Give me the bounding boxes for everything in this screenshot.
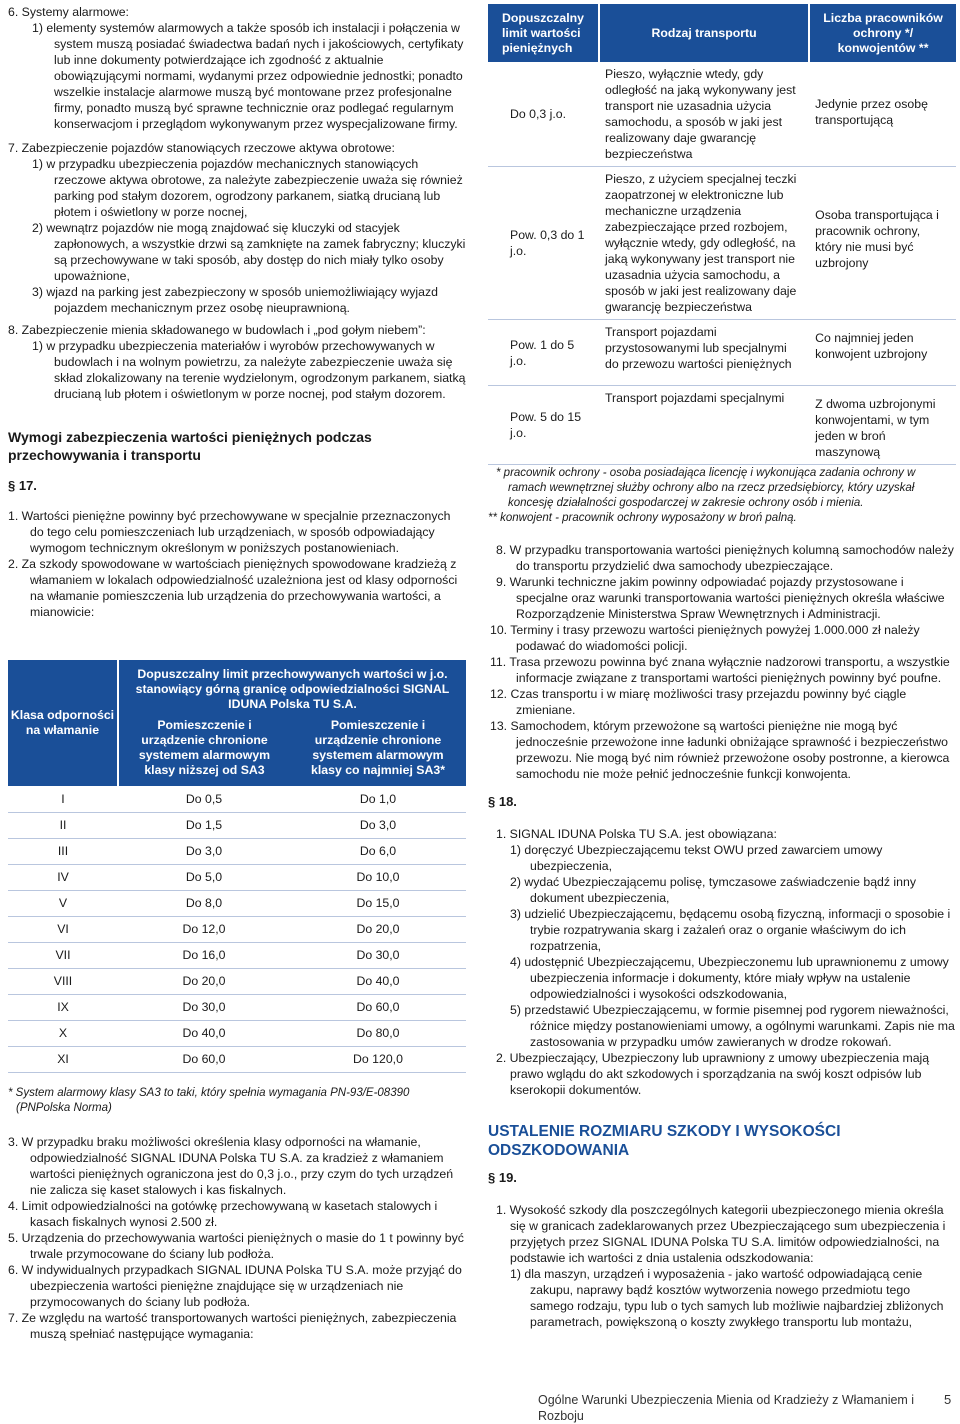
table-row <box>8 890 466 916</box>
cell-class: VI <box>8 916 118 942</box>
p17-12: 12. Czas transportu i w miarę możliwości trasy przejazdu powinny być ciągle zmieniane. <box>490 687 907 717</box>
cell-below-sa3: Do 3,0 <box>118 838 290 864</box>
paragraph-17: § 17. <box>8 478 37 493</box>
header-class: Klasa odporności na włamanie <box>8 660 118 786</box>
p18-1-2: 2) wydać Ubezpieczającemu polisę, tymczasowe zaświadczenie bądź inny dokument ubezpieczenia, <box>510 875 916 905</box>
p18-2: 2. Ubezpieczający, Ubezpieczony lub uprawniony z umowy ubezpieczenia mają prawo wglądu do akt szkodowych i sporządzania na swój koszt odpisów lub kserokopii dokumentów. <box>496 1051 930 1097</box>
p18-1: 1. SIGNAL IDUNA Polska TU S.A. jest obowiązana: <box>496 827 777 841</box>
cell-sa3: Do 20,0 <box>290 916 466 942</box>
paragraph-19: § 19. <box>488 1170 517 1185</box>
transport-table <box>488 4 956 465</box>
p18-1-4: 4) udostępnić Ubezpieczającemu, Ubezpieczonemu lub uprawnionemu z umowy ubezpieczenia informacje i dokumenty, które miały wpływ na ustalenie odpowiedzialności i wysokości odszkodowania, <box>510 955 949 1001</box>
cell-sa3: Do 40,0 <box>290 968 466 994</box>
cell-limit: Pow. 0,3 do 1 j.o. <box>488 167 599 320</box>
cell-sa3: Do 60,0 <box>290 994 466 1020</box>
cell-below-sa3: Do 8,0 <box>118 890 290 916</box>
cell-below-sa3: Do 12,0 <box>118 916 290 942</box>
cell-limit: Do 0,3 j.o. <box>488 62 599 167</box>
header-col-sa3: Pomieszczenie i urządzenie chronione systemem alarmowym klasy co najmniej SA3* <box>290 714 466 786</box>
footer-title: Ogólne Warunki Ubezpieczenia Mienia od Kradzieży z Włamaniem i Rozboju <box>538 1393 915 1423</box>
table-row <box>8 916 466 942</box>
cell-class: X <box>8 1020 118 1046</box>
p17-5: 5. Urządzenia do przechowywania wartości pieniężnych o masie do 1 t powinny być trwale przymocowane do ściany lub podłoża. <box>8 1231 464 1261</box>
cell-transport-type: Pieszo, wyłącznie wtedy, gdy odległość na jaką wykonywany jest transport nie uzasadnia użycia samochodu, a sposób w jaki jest realizowany daje gwarancję bezpieczeństwa <box>599 62 809 167</box>
paragraph-18: § 18. <box>488 794 517 809</box>
p17-7: 7. Ze względu na wartość transportowanych wartości pieniężnych, zabezpieczenia muszą spełniać następujące wymagania: <box>8 1311 457 1341</box>
cell-transport-type: Pieszo, z użyciem specjalnej teczki zaopatrzonej w elektroniczne lub mechaniczne urządzenia zabezpieczające przed rozbojem, wyłącznie wtedy, gdy odległość, na jaką wykonywany jest transport nie uzasadnia użycia samochodu, a sposób w jaki jest realizowany daje gwarancję bezpieczeństwa <box>599 167 809 320</box>
table-row <box>488 62 956 167</box>
header-staff-count: Liczba pracowników ochrony */ konwojentów ** <box>809 4 956 62</box>
p17-8: 8. W przypadku transportowania wartości pieniężnych kolumną samochodów należy do transportu przydzielić dwa samochody ubezpieczające. <box>496 543 954 573</box>
table-row <box>488 320 956 386</box>
cell-sa3: Do 80,0 <box>290 1020 466 1046</box>
table-row <box>8 968 466 994</box>
item-7-1: 1) w przypadku ubezpieczenia pojazdów mechanicznych stanowiących rzeczowe aktywa obrotowe, za należyte zabezpieczenie uważa się również parking pod stałym dozorem, ogrodzony parkanem, siatką drucianą lub płotem i oświetlony w porze nocnej, <box>32 157 463 219</box>
cell-sa3: Do 120,0 <box>290 1046 466 1072</box>
footnote-convoy: ** konwojent - pracownik ochrony wyposażony w broń palną. <box>488 512 797 524</box>
cell-class: III <box>8 838 118 864</box>
table-row <box>8 864 466 890</box>
cell-class: IV <box>8 864 118 890</box>
cell-limit: Pow. 1 do 5 j.o. <box>488 320 599 386</box>
page-number: 5 <box>944 1392 952 1407</box>
p17-11: 11. Trasa przewozu powinna być znana wyłącznie nadzorowi transportu, a wszystkie informacje związane z transportami wartości pieniężnych powinny być poufne. <box>490 655 950 685</box>
table-row <box>488 386 956 465</box>
item-6-1 <box>8 20 466 132</box>
p17-13: 13. Samochodem, którym przewożone są wartości pieniężne nie mogą być jednocześnie przewożone inne ładunki obniżające sprawność i bezpieczeństwo przewozu. Nie mogą być nim również przewożone osoby postronne, a kierowca samochodu nie może pełnić jednocześnie funkcji konwojenta. <box>490 719 950 781</box>
cell-below-sa3: Do 0,5 <box>118 786 290 812</box>
cell-transport-type: Transport pojazdami przystosowanymi lub specjalnymi do przewozu wartości pieniężnych <box>599 320 809 386</box>
table-row <box>8 1020 466 1046</box>
cell-below-sa3: Do 16,0 <box>118 942 290 968</box>
cell-below-sa3: Do 1,5 <box>118 812 290 838</box>
p17-4: 4. Limit odpowiedzialności na gotówkę przechowywaną w kasetach stalowych i kasach fiskalnych wynosi 2.500 zł. <box>8 1199 438 1229</box>
table-row <box>8 994 466 1020</box>
cell-sa3: Do 30,0 <box>290 942 466 968</box>
item-8-intro: 8. Zabezpieczenie mienia składowanego w budowlach i „pod gołym niebem”: <box>8 323 426 337</box>
cell-sa3: Do 1,0 <box>290 786 466 812</box>
header-transport-type: Rodzaj transportu <box>599 4 809 62</box>
resistance-class-table <box>8 660 466 1073</box>
cell-below-sa3: Do 5,0 <box>118 864 290 890</box>
header-col-below-sa3: Pomieszczenie i urządzenie chronione systemem alarmowym klasy niższej od SA3 <box>118 714 290 786</box>
p17-3: 3. W przypadku braku możliwości określenia klasy odporności na włamanie, odpowiedzialność SIGNAL IDUNA Polska TU S.A. za kradzież z włamaniem wartości pieniężnych ograniczona jest do 0,3 j.o., przy czym do tych urządzeń nie zalicza się kaset stalowych i kas fiskalnych. <box>8 1135 454 1197</box>
cell-class: I <box>8 786 118 812</box>
item-7-3: 3) wjazd na parking jest zabezpieczony w sposób uniemożliwiający wyjazd pojazdem mechanicznym przez osobę nieuprawnioną. <box>32 285 438 315</box>
p18-1-3: 3) udzielić Ubezpieczającemu, będącemu osobą fizyczną, informacji o sposobie i trybie rozpatrywania skarg i zażaleń oraz o organie właściwym do ich rozpatrzenia, <box>510 907 951 953</box>
header-limit: Dopuszczalny limit przechowywanych wartości w j.o. stanowiący górną granicę odpowiedzialności SIGNAL IDUNA Polska TU S.A. <box>118 660 466 714</box>
table-footnote: * System alarmowy klasy SA3 to taki, który spełnia wymagania PN-93/E-08390 (PNPolska Norma) <box>8 1087 410 1114</box>
cell-sa3: Do 15,0 <box>290 890 466 916</box>
header-limit-cash: Dopuszczalny limit wartości pieniężnych <box>488 4 599 62</box>
p18-1-5: 5) przedstawić Ubezpieczającemu, w formie pisemnej pod rygorem nieważności, różnice między postanowieniami umowy, a ogólnymi warunkami. Zapis nie ma zastosowania w przypadku umów zawieranych w drodze rokowań. <box>510 1003 955 1049</box>
item-6-intro: 6. Systemy alarmowe: <box>8 5 129 19</box>
cell-staff: Osoba transportująca i pracownik ochrony, który nie musi być uzbrojony <box>809 167 956 320</box>
table-row <box>8 838 466 864</box>
cell-class: II <box>8 812 118 838</box>
table-row <box>8 942 466 968</box>
p17-2: 2. Za szkody spowodowane w wartościach pieniężnych spowodowane kradzieżą z włamaniem w lokalach odpowiedzialność uzależniona jest od klasy odporności na włamanie pomieszczenia lub urządzenia do przechowywania wartości, a mianowicie: <box>8 557 458 619</box>
section-heading-damage: USTALENIE ROZMIARU SZKODY I WYSOKOŚCI ODSZKODOWANIA <box>488 1123 841 1159</box>
p17-1: 1. Wartości pieniężne powinny być przechowywane w specjalnie przeznaczonych do tego celu pomieszczeniach lub urządzeniach, w sposób odpowiadający wymogom technicznym określonym w poniższych postanowieniach. <box>8 509 451 555</box>
table-row <box>488 167 956 320</box>
item-8-1: 1) w przypadku ubezpieczenia materiałów i wyrobów przechowywanych w budowlach i na wolnym powietrzu, za należyte zabezpieczenie uważa się skład zlokalizowany na terenie wydzielonym, ogrodzonym parkanem, siatką drucianą lub płotem i oświetlonym w porze nocnej, pod stałym dozorem. <box>32 339 466 401</box>
table-row <box>8 786 466 812</box>
cell-limit: Pow. 5 do 15 j.o. <box>488 386 599 465</box>
p19-1-1: 1) dla maszyn, urządzeń i wyposażenia - jako wartość odpowiadającą cenie zakupu, naprawy bądź kosztów wytworzenia nowego przedmiotu tego samego rodzaju, typu lub o tych samych lub możliwie najbardziej zbliżonych parametrach, powiększoną o koszty zwykłego transportu lub montażu, <box>510 1267 944 1329</box>
table-row <box>8 1046 466 1072</box>
cell-sa3: Do 3,0 <box>290 812 466 838</box>
cell-sa3: Do 10,0 <box>290 864 466 890</box>
cell-class: VII <box>8 942 118 968</box>
table-row <box>8 812 466 838</box>
cell-below-sa3: Do 40,0 <box>118 1020 290 1046</box>
cell-staff: Z dwoma uzbrojonymi konwojentami, w tym jeden w broń maszynową <box>809 386 956 465</box>
cell-below-sa3: Do 60,0 <box>118 1046 290 1072</box>
item-7-intro: 7. Zabezpieczenie pojazdów stanowiących rzeczowe aktywa obrotowe: <box>8 141 395 155</box>
cell-below-sa3: Do 30,0 <box>118 994 290 1020</box>
cell-class: IX <box>8 994 118 1020</box>
cell-class: XI <box>8 1046 118 1072</box>
footnote-guard: * pracownik ochrony - osoba posiadająca licencję i wykonująca zadania ochrony w ramach wewnętrznej służby ochrony albo na rzecz przedsiębiorcy, który uzyskał koncesję działalności gospodarczej w zakresie ochrony osób i mienia. <box>496 467 916 509</box>
cell-staff: Jedynie przez osobę transportującą <box>809 62 956 167</box>
item-7-2: 2) wewnątrz pojazdów nie mogą znajdować się kluczyki od stacyjek zapłonowych, a wszystkie drzwi są zamknięte na zamek fabryczny; kluczyki są przechowywane w taki sposób, aby dostęp do nich miały tylko osoby upoważnione, <box>32 221 466 283</box>
item-6-1-text: 1) elementy systemów alarmowych a także sposób ich instalacji i połączenia w system muszą posiadać świadectwa badań nych i jakościowych, certyfikaty lub inne dokumenty potwierdzające ich zgodność z aktualnie obowiązującymi normami, wydanymi przez odpowiednie jednostki; ponadto wszelkie instalacje alarmowe muszą być montowane przez profesjonalne firmy, ponadto muszą być sprawne technicznie oraz podlegać regularnym konserwacjom i przeglądom wykonywanym przez wyspecjalizowane firmy. <box>32 21 464 131</box>
cell-class: VIII <box>8 968 118 994</box>
p17-9: 9. Warunki techniczne jakim powinny odpowiadać pojazdy przystosowane i specjalne oraz warunki transportowania wartości pieniężnych określa właściwe Rozporządzenie Ministerstwa Spraw Wewnętrznych i Administracji. <box>496 575 945 621</box>
cell-staff: Co najmniej jeden konwojent uzbrojony <box>809 320 956 386</box>
p18-1-1: 1) doręczyć Ubezpieczającemu tekst OWU przed zawarciem umowy ubezpieczenia, <box>510 843 883 873</box>
cell-sa3: Do 6,0 <box>290 838 466 864</box>
cell-class: V <box>8 890 118 916</box>
cell-below-sa3: Do 20,0 <box>118 968 290 994</box>
p17-10: 10. Terminy i trasy przewozu wartości pieniężnych powyżej 1.000.000 zł należy podawać do wiadomości policji. <box>490 623 920 653</box>
section-heading: Wymogi zabezpieczenia wartości pieniężnych podczas przechowywania i transportu <box>8 429 372 463</box>
p19-1: 1. Wysokość szkody dla poszczególnych kategorii ubezpieczonego mienia określa się w granicach zadeklarowanych przez Ubezpieczającego sum ubezpieczenia i przyjętych przez SIGNAL IDUNA Polska TU S.A. limitów odpowiedzialności, na podstawie ich wartości z dnia ustalenia odszkodowania: <box>496 1203 946 1265</box>
cell-transport-type: Transport pojazdami specjalnymi <box>599 386 809 465</box>
p17-6: 6. W indywidualnych przypadkach SIGNAL IDUNA Polska TU S.A. może przyjąć do ubezpieczenia wartości pieniężne znajdujące się w urządzeniach nie przymocowanych do ściany lub podłoża. <box>8 1263 462 1309</box>
